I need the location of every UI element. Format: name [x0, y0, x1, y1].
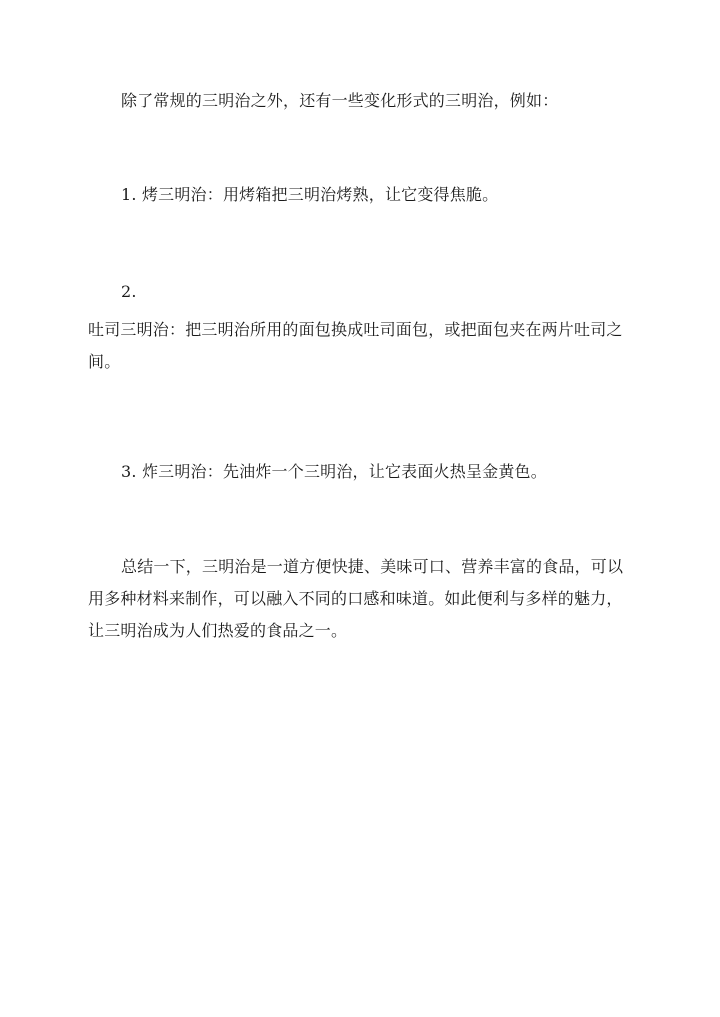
summary-paragraph: 总结一下，三明治是一道方便快捷、美味可口、营养丰富的食品，可以用多种材料来制作，可以融入不同的口感和味道。如此便利与多样的魅力，让三明治成为人们热爱的食品之一。	[88, 557, 624, 640]
list-item-toast-sandwich: 吐司三明治：把三明治所用的面包换成吐司面包，或把面包夹在两片吐司之间。	[88, 320, 623, 371]
list-item-fried-sandwich: 3. 炸三明治：先油炸一个三明治，让它表面火热呈金黄色。	[121, 462, 547, 481]
intro-paragraph: 除了常规的三明治之外，还有一些变化形式的三明治，例如：	[121, 91, 559, 110]
list-item-number-2: 2.	[121, 282, 137, 301]
list-item-toasted-sandwich: 1. 烤三明治：用烤箱把三明治烤熟，让它变得焦脆。	[121, 185, 499, 204]
